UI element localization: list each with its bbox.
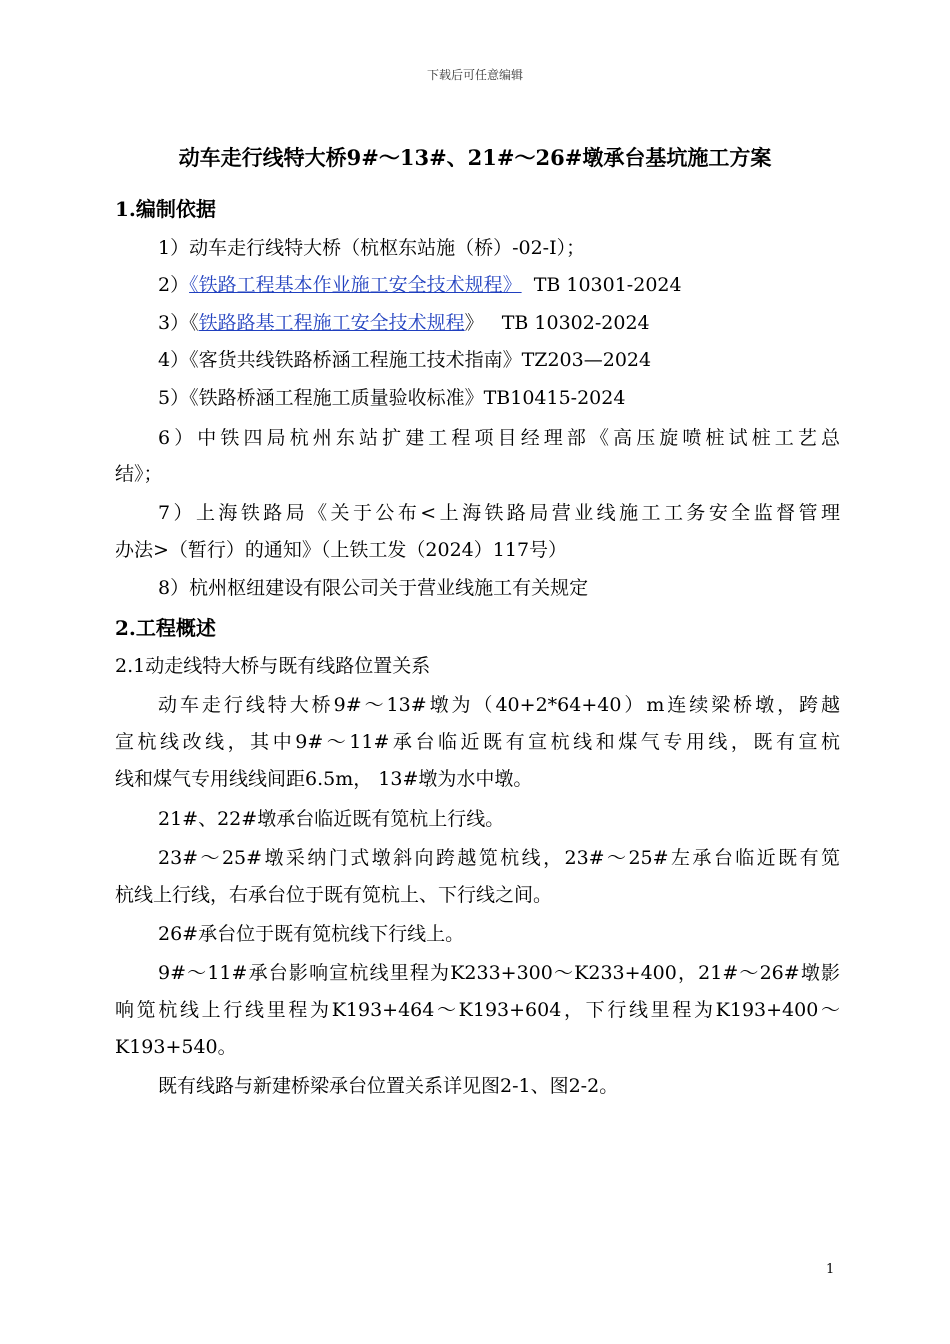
paragraph-6: 既有线路与新建桥梁承台位置关系详见图2-1、图2-2。	[158, 1075, 619, 1097]
basis-item-3-prefix: 3）《	[158, 312, 199, 334]
page-number: 1	[826, 1262, 835, 1277]
basis-item-1: 1）动车走行线特大桥（杭枢东站施（桥）-02-I）；	[158, 237, 586, 259]
paragraph-1-line-1: 动车走行线特大桥9#～13#墩为（40+2*64+40）m连续梁桥墩，跨越	[158, 694, 840, 716]
paragraph-1-line-3: 线和煤气专用线线间距6.5m， 13#墩为水中墩。	[115, 768, 533, 790]
paragraph-5-line-2: 响笕杭线上行线里程为K193+464～K193+604，下行线里程为K193+400～	[115, 999, 840, 1021]
section-heading-overview: 2.工程概述	[115, 616, 216, 640]
basis-item-2	[158, 272, 840, 298]
paragraph-3-line-2: 杭线上行线，右承台位于既有笕杭上、下行线之间。	[115, 884, 553, 906]
paragraph-2: 21#、22#墩承台临近既有笕杭上行线。	[158, 808, 505, 830]
regulation-link-2[interactable]: 铁路路基工程施工安全技术规程	[198, 312, 465, 334]
regulation-link-1[interactable]: 《铁路工程基本作业施工安全技术规程》	[189, 274, 522, 296]
paragraph-5-line-3: K193+540。	[115, 1036, 237, 1058]
section-heading-basis: 1.编制依据	[115, 197, 216, 221]
paragraph-1-line-2: 宣杭线改线，其中9#～11#承台临近既有宣杭线和煤气专用线，既有宣杭	[115, 731, 840, 753]
basis-item-7-line-1: 7）上海铁路局《关于公布<上海铁路局营业线施工工务安全监督管理	[158, 502, 840, 524]
paragraph-4: 26#承台位于既有笕杭线下行线上。	[158, 923, 465, 945]
basis-item-6-line-2: 结》；	[115, 463, 163, 485]
basis-item-5: 5）《铁路桥涵工程施工质量验收标准》TB10415-2024	[158, 387, 626, 409]
basis-item-7-line-2: 办法>（暂行）的通知》（上铁工发（2024）117号）	[115, 539, 568, 561]
subsection-heading: 2.1动走线特大桥与既有线路位置关系	[115, 655, 431, 677]
paragraph-5-line-1: 9#～11#承台影响宣杭线里程为K233+300～K233+400，21#～26#墩影	[158, 962, 840, 984]
page-header: 下载后可任意编辑	[426, 68, 523, 82]
basis-item-6-line-1: 6）中铁四局杭州东站扩建工程项目经理部《高压旋喷桩试桩工艺总	[158, 427, 840, 449]
document-title: 动车走行线特大桥9#～13#、21#～26#墩承台基坑施工方案	[178, 145, 772, 170]
paragraph-3-line-1: 23#～25#墩采纳门式墩斜向跨越笕杭线，23#～25#左承台临近既有笕	[158, 847, 840, 869]
basis-item-2-prefix: 2）	[158, 274, 190, 296]
basis-item-4: 4）《客货共线铁路桥涵工程施工技术指南》TZ203—2024	[158, 349, 652, 371]
basis-item-2-suffix: TB 10301-2024	[521, 274, 682, 296]
basis-item-3-suffix: 》 TB 10302-2024	[464, 312, 650, 334]
basis-item-3	[158, 310, 840, 336]
basis-item-8: 8）杭州枢纽建设有限公司关于营业线施工有关规定	[158, 577, 589, 599]
